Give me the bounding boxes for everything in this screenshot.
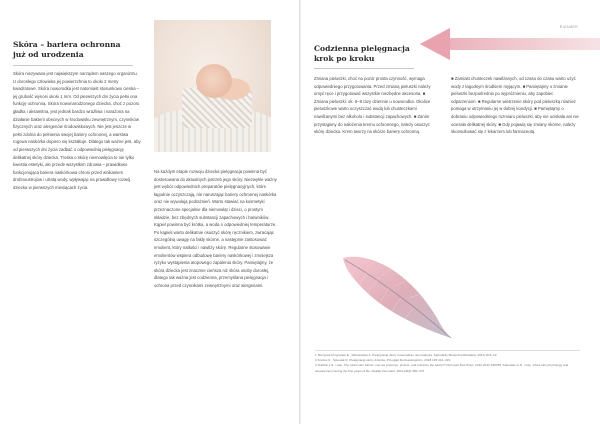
baby-photo: [154, 20, 271, 152]
footnote-3: 3 Telofski L.S. i wsp. The infant skin barrier: can we preserve, protect, and enhance the barrier? Dermatol Res Pract. 2012;2012:198789. Stamatas G.N. i wsp. Infant skin physiology and development during the first years of life. Pediatr Dermatol. 2011;28(4):365–373.: [315, 363, 569, 373]
left-col2: Na każdym etapie rozwoju dziecka pielęgnacja powinna być dostosowana do aktualnych potrzeb jego skóry. Niezwykle ważny jest wybór odpowiednich preparatów pielęgnacyjnych, które łagodnie oczyszczają, nie naruszając bariery ochronnej naskórka oraz nie wywołują podrażnień. Warto stawiać na kosmetyki przeznaczone specjalnie dla niemowląt i dzieci, o prostym składzie, bez zbędnych substancji zapachowych i barwników. Kąpiel powinna być krótka, a woda o odpowiedniej temperaturze. Po kąpieli warto delikatnie osuszyć skórę ręcznikiem, zwracając szczególną uwagę na fałdy skórne, a następnie zastosować emolient, który natłuści i nawilży skórę. Regularne stosowanie emolientów wspiera odbudowę bariery naskórkowej i zmniejsza ryzyko wystąpienia atopowego zapalenia skóry. Pamiętajmy, że skóra dziecka jest znacznie cieńsza niż skóra osoby dorosłej, dlatego tak ważna jest codzienna, przemyślana pielęgnacja i ochrona przed czynnikami zewnętrznymi oraz alergenami.: [154, 169, 277, 288]
pink-arrow-icon: [420, 28, 600, 74]
footnote-2: 2 Kordus K., Śpiewak R. Pielęgnacja skóry dziecka. Przegląd Dermatologiczny. 2018;105:412–419.: [315, 358, 451, 363]
header-brand: RIZAMER: [559, 25, 578, 29]
right-col2: ■ Zamiast chusteczek nawilżanych, od czasu do czasu warto użyć wody z łagodnym środkiem myjącym. ■ Pamiętajmy o zmianie pieluszki bezpośrednio po wypróżnieniu, aby zapobiec odparzeniom. ■ Regularne wietrzenie skóry pod pieluszką również pomaga w utrzymaniu jej w dobrej kondycji. ■ Pamiętajmy o dobraniu odpowiedniego rozmiaru pieluszki, aby nie uciskała ani nie ocierała delikatnej skóry. ■ Gdy pojawią się zmiany skórne, należy skonsultować się z lekarzem lub farmaceutą.: [451, 76, 579, 135]
left-col1: Skóra niezywana jest największym narządem naszego organizmu. U dorosłego człowieka jej powierzchnia to około 2 metry kwadratowe. Skóra noworodka jest natomiast stosunkowo cienka – jej grubość wynosi około 1 mm. Od pierwszych dni życia pełni ona funkcję ochronną. Skóra nowonarodzonego dziecka, choć z pozoru gładka i aksamitna, jest jednak bardzo wrażliwa i narażona na działanie bakterii obecnych w środowisku zewnętrznym, czynników fizycznych oraz alergenów środowiskowych. Nie jest jeszcze w pełni zdolna do pełnienia swojej bariery ochronnej, a warstwa rogowa naskórka dopiero się kształtuje. Dlatego tak ważne jest, aby od pierwszych dni życia zadbać o odpowiednią pielęgnację delikatnej skóry dziecka. Troska o skórę niemowlęcia to nie tylko kwestia estetyki, ale przede wszystkim zdrowia – prawidłowo funkcjonująca bariera naskórkowa chroni przed wnikaniem drobnoustrojów i utratą wody, wpływając na prawidłowy rozwój dziecka w pierwszych miesiącach życia.: [13, 71, 141, 190]
left-page: [0, 0, 299, 424]
right-title-rule: [314, 68, 414, 69]
right-page: [301, 0, 600, 424]
right-col1: Zmiana pieluszki, choć na pozór prosta czynność, wymaga odpowiedniego przygotowania. Przed zmianą pieluszki należy umyć ręce i przygotować wszystkie niezbędne akcesoria. ■ Zmiana pieluszki: ok. 6–8 razy dziennie u noworodka. Okolice pieluszkowe warto oczyszczać wodą lub chusteczkami nawilżanymi bez alkoholu i substancji zapachowych. ■ Zanim przystąpimy do nałożenia kremu ochronnego, należy osuszyć skórę dziecka. Krem tworzy na skórze barierę ochronną.: [314, 76, 431, 135]
right-title: Codzienna pielęgnacja krok po kroku: [314, 44, 410, 63]
feather-illustration: [337, 248, 455, 340]
footnotes: [315, 353, 580, 374]
footnote-1: 1 Skrzypek-Przypadek E., Wiśniewska A. Pielęgnacja skóry noworodka i niemowlęcia. Standardy Medyczne/Pediatria. 2019;16:5–12.: [315, 353, 498, 357]
footnote-rule: [315, 350, 580, 351]
left-title-rule: [13, 65, 133, 66]
left-title: Skóra – bariera ochronna już od urodzenia: [13, 40, 121, 59]
